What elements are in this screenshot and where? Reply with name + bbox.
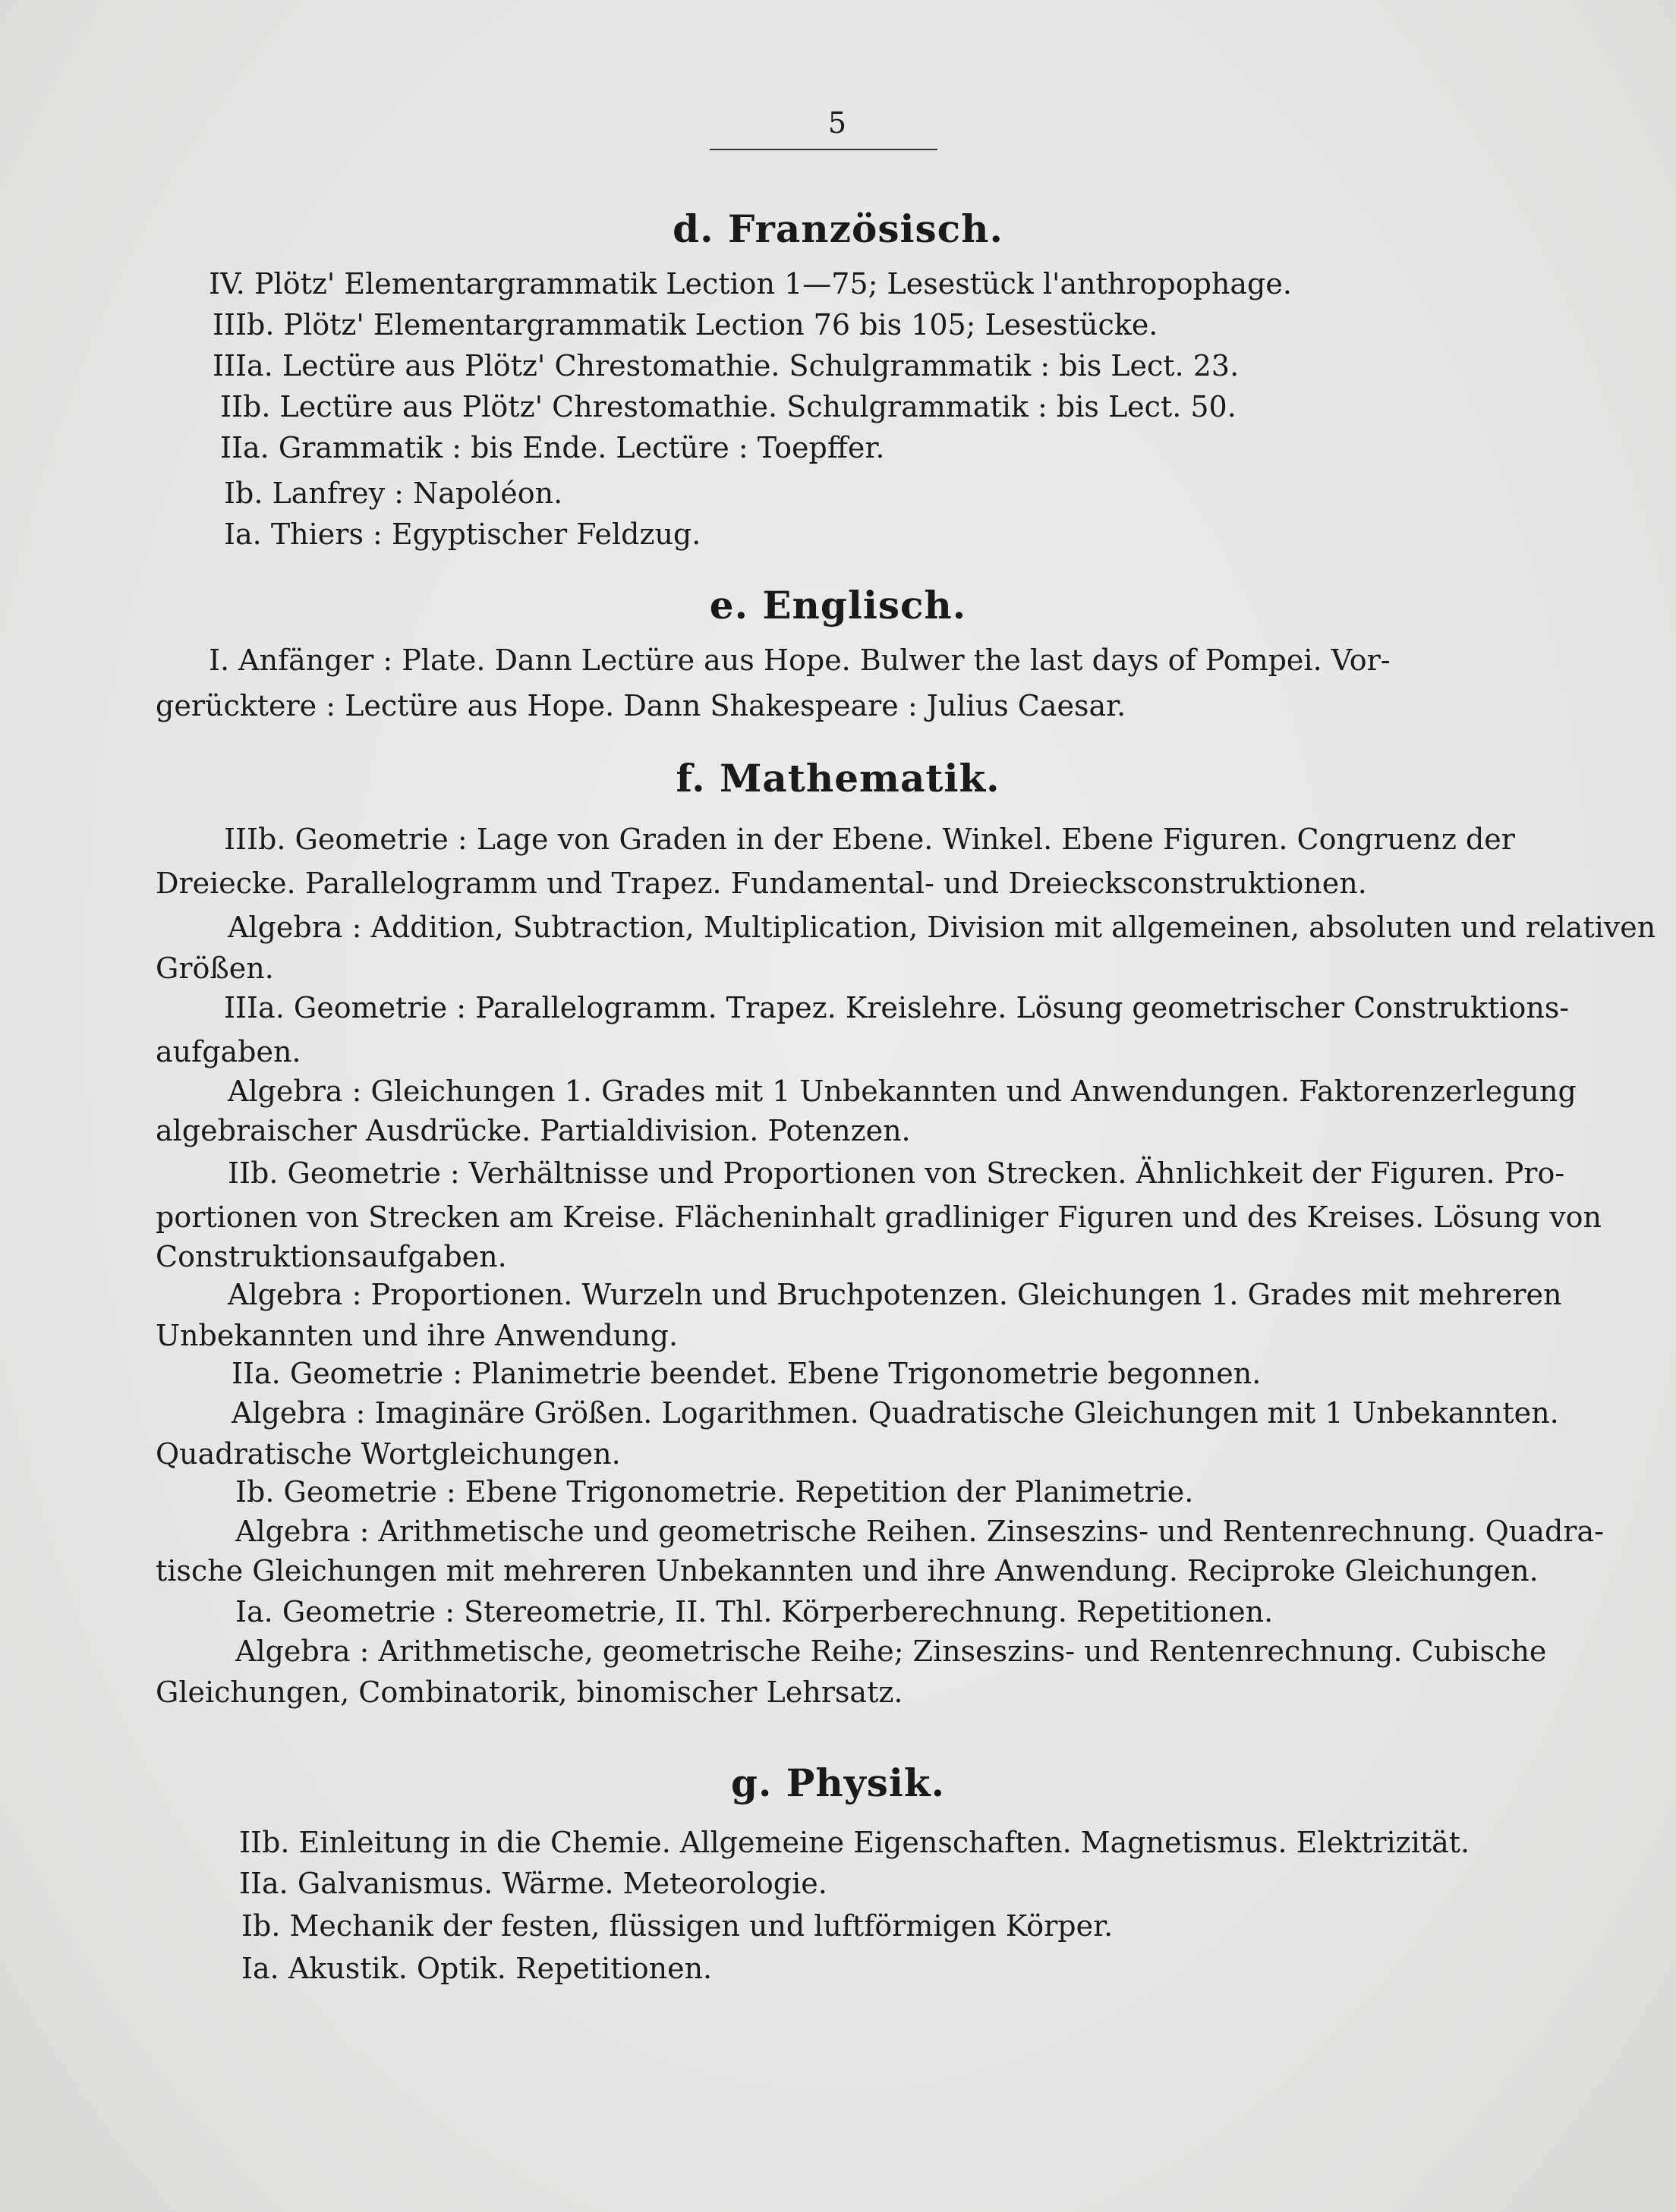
text-line: Gleichungen, Combinatorik, binomischer Lehrsatz. — [156, 1676, 903, 1709]
text-line: Algebra : Proportionen. Wurzeln und Bruchpotenzen. Gleichungen 1. Grades mit mehreren — [228, 1278, 1562, 1311]
text-line: Ib. Mechanik der festen, flüssigen und luftförmigen Körper. — [241, 1909, 1114, 1943]
page-number-rule — [710, 149, 937, 150]
text-line: Dreiecke. Parallelogramm und Trapez. Fundamental- und Dreiecksconstruktionen. — [156, 867, 1367, 900]
text-line: IIa. Galvanismus. Wärme. Meteorologie. — [239, 1867, 827, 1900]
heading-franzoesisch: d. Französisch. — [673, 206, 1003, 251]
text-line: IIb. Einleitung in die Chemie. Allgemeine Eigenschaften. Magnetismus. Elektrizität. — [239, 1826, 1470, 1859]
text-line: Algebra : Gleichungen 1. Grades mit 1 Unbekannten und Anwendungen. Faktorenzerlegung — [228, 1075, 1577, 1108]
text-line: IIa. Grammatik : bis Ende. Lectüre : Toepffer. — [220, 431, 885, 464]
text-line: Ib. Lanfrey : Napoléon. — [224, 477, 563, 510]
page-number: 5 — [827, 106, 849, 140]
text-line: Größen. — [156, 952, 274, 985]
text-line: Algebra : Arithmetische, geometrische Reihe; Zinseszins- und Rentenrechnung. Cubische — [235, 1635, 1547, 1668]
text-line: IV. Plötz' Elementargrammatik Lection 1—75; Lesestück l'anthropophage. — [209, 267, 1292, 300]
text-line: aufgaben. — [156, 1035, 301, 1068]
text-line: Ia. Thiers : Egyptischer Feldzug. — [224, 518, 701, 551]
text-line: tische Gleichungen mit mehreren Unbekannten und ihre Anwendung. Reciproke Gleichungen. — [156, 1554, 1539, 1587]
text-line: Ia. Akustik. Optik. Repetitionen. — [241, 1952, 713, 1985]
text-line: Ia. Geometrie : Stereometrie, II. Thl. Körperberechnung. Repetitionen. — [235, 1595, 1274, 1628]
text-line: IIIb. Geometrie : Lage von Graden in der Ebene. Winkel. Ebene Figuren. Congruenz der — [224, 823, 1515, 856]
text-line: Construktionsaufgaben. — [156, 1240, 507, 1273]
heading-mathematik: f. Mathematik. — [676, 756, 1000, 801]
text-line: I. Anfänger : Plate. Dann Lectüre aus Hope. Bulwer the last days of Pompei. Vor- — [209, 643, 1391, 677]
text-line: IIb. Geometrie : Verhältnisse und Proportionen von Strecken. Ähnlichkeit der Figuren. Pro- — [228, 1156, 1565, 1190]
text-line: IIIa. Geometrie : Parallelogramm. Trapez. Kreislehre. Lösung geometrischer Construktions- — [224, 991, 1570, 1024]
text-line: Unbekannten und ihre Anwendung. — [156, 1319, 679, 1352]
text-line: algebraischer Ausdrücke. Partialdivision. Potenzen. — [156, 1114, 911, 1147]
text-line: Algebra : Addition, Subtraction, Multiplication, Division mit allgemeinen, absoluten und relativen — [228, 911, 1656, 944]
text-line: Algebra : Imaginäre Größen. Logarithmen. Quadratische Gleichungen mit 1 Unbekannten. — [232, 1396, 1559, 1430]
heading-physik: g. Physik. — [731, 1760, 945, 1805]
text-line: portionen von Strecken am Kreise. Flächeninhalt gradliniger Figuren und des Kreises. Lösung von — [156, 1200, 1602, 1234]
text-line: IIIb. Plötz' Elementargrammatik Lection 76 bis 105; Lesestücke. — [213, 308, 1158, 341]
heading-englisch: e. Englisch. — [709, 583, 967, 628]
text-line: IIIa. Lectüre aus Plötz' Chrestomathie. Schulgrammatik : bis Lect. 23. — [213, 349, 1240, 382]
text-line: IIa. Geometrie : Planimetrie beendet. Ebene Trigonometrie begonnen. — [232, 1357, 1262, 1390]
text-line: Quadratische Wortgleichungen. — [156, 1437, 621, 1471]
text-line: gerücktere : Lectüre aus Hope. Dann Shakespeare : Julius Caesar. — [156, 689, 1126, 722]
text-line: IIb. Lectüre aus Plötz' Chrestomathie. Schulgrammatik : bis Lect. 50. — [220, 390, 1237, 423]
text-line: Algebra : Arithmetische und geometrische Reihen. Zinseszins- und Rentenrechnung. Quadra- — [235, 1515, 1604, 1548]
text-line: Ib. Geometrie : Ebene Trigonometrie. Repetition der Planimetrie. — [235, 1475, 1194, 1509]
